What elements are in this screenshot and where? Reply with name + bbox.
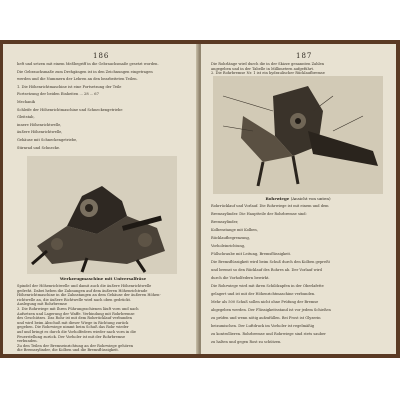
text-line: auf und bringt es durch die Vorholfedern wieder nach vorn in die: [17, 330, 136, 334]
figure-caption-note: (Ansicht von unten): [290, 196, 331, 201]
figure-caption: Werkzeugmaschine mit Universalfräse: [59, 276, 147, 281]
figure-caption: [211, 196, 385, 201]
text-line: Höhenrichtmaschine in die Zahnstangen an dem Gehäuse der äußeren Höhen-: [17, 293, 161, 298]
text-line: Die Rohrlänge wird durch die in der Skizze genannten Zahlen: [211, 62, 325, 66]
text-line: 1. Die Höhenrichtmaschine ist eine Fortsetzung der Teile: [17, 84, 122, 89]
page-number: 186: [93, 52, 110, 60]
text-line: zu kontrollieren. Rohrbremse und Rohrwiege sind stets sauber: [211, 332, 326, 336]
text-line: gedreht. Dabei heben die Zahnungen auf dem äußeren Höhenrichtrade: [17, 288, 148, 293]
text-line: und wird beim Abschuß mit dieser Wiege in Richtung zurück: [17, 320, 129, 325]
text-line: abgegeben werden. Der Flüssigkeitsstand ist vor jedem Schießen: [211, 308, 331, 312]
text-line: Feuerstellung zurück. Der Vorholer ist mit der Rohrbremse: [17, 334, 126, 339]
text-line: Die Gebrauchsmaße zum Drehgängen ist in den Zeichnungen eingetragen: [17, 69, 153, 74]
text-line: Mehr als 500 Schuß sollen nicht ohne Prüfung der Bremse: [211, 300, 319, 304]
text-line: Mechanik: [17, 100, 35, 104]
text-line: heft und setzen mit einem Meßbegriff in die Gebrauchsmaße gesetzt worden.: [17, 62, 159, 66]
text-line: Füllschraube mit Leitung, Bremsflüssigkeit.: [211, 252, 292, 256]
text-line: Rohrrücklauf und Vorlauf. Die Rohrwiege ist mit einem und dem: [211, 204, 329, 208]
text-line: werden und die Nummern der Lehren an den bearbeiteten Teilen.: [17, 77, 138, 82]
text-line: 3. Die Rohrwiege mit Ihren Führungsschienen läuft vorn und nach: [17, 307, 139, 311]
text-line: Gleitstab,: [17, 115, 35, 120]
text-line: gelagert und ist mit der Höhenrichtmaschine verbunden.: [211, 292, 316, 296]
figure-cradle-photo: [213, 76, 383, 194]
text-line: die Bremszylinder, die Kolben und die Bremsflüssigkeit.: [17, 348, 119, 353]
machine-illustration: [27, 156, 177, 274]
text-line: Die Bremsflüssigkeit wird beim Schuß durch den Kolben gepreßt: [211, 260, 330, 264]
text-line: zu halten und gegen Rost zu schützen.: [211, 340, 282, 344]
text-line: äußere Höhenrichtwelle,: [17, 130, 63, 135]
text-line: Schleife der Höhenrichtmaschine und Schneckengetriebe: [17, 107, 123, 112]
text-line: verbunden.: [17, 339, 38, 344]
text-line: Rücklaufbegrenzung,: [211, 236, 250, 240]
text-line: Zu den Teilen der Bremseinrichtung an der Rohrwiege gehören: [17, 343, 134, 348]
text-line: beizumischen. Der Luftdruck im Vorholer ist regelmäßig: [211, 324, 315, 328]
text-line: Stirnrad und Schnecke.: [17, 145, 61, 150]
text-line: angegeben und in der Tabelle in Millimetern aufgeführt.: [211, 66, 315, 71]
text-line: und bremst so den Rücklauf des Rohres ab. Der Vorlauf wird: [211, 268, 322, 272]
page-number: 187: [296, 52, 313, 60]
text-line: Auslegung mit Rohrbremse: [17, 302, 67, 307]
left-page: [3, 44, 200, 354]
text-line: durch die Vorholfedern bewirkt.: [211, 276, 270, 280]
text-line: Vorholeinrichtung,: [211, 244, 246, 248]
text-line: Spindel der Höhenrichtwelle und damit auch die äußere Höhenrichtwelle: [17, 284, 152, 288]
cradle-illustration: [213, 76, 383, 194]
text-line: zu prüfen und wenn nötig aufzufüllen. Bei Frost ist Glyzerin: [211, 316, 321, 320]
text-line: Kolbenstange mit Kolben,: [211, 228, 258, 232]
figure-caption-title: Rohrwiege: [265, 196, 290, 201]
text-line: Gehäuse mit Schneckengetriebe,: [17, 138, 78, 142]
text-line: Bremszylinder. Die Hauptteile der Rohrbremse sind:: [211, 212, 307, 216]
text-line: des Geschützes. Das Rohr ist mit dem Rohrrücklauf verbunden: [17, 316, 132, 321]
text-line: Fortsetzung der beiden Einheiten ... 28 ... 67: [17, 92, 99, 97]
right-page: [201, 44, 396, 354]
figure-machine-photo: [27, 156, 177, 274]
text-line: gegeben. Die Rohrwiege nimmt beim Schuß das Rohr wieder: [17, 325, 129, 330]
text-line: Bremszylinder,: [211, 220, 239, 224]
text-line: Aufsetzen und Lagerung der Waffe. Verbindung mit Rohrbremse: [17, 311, 135, 316]
text-line: Die Rohrwiege wird mit ihren Schildzapfen in der Oberlafette: [211, 284, 324, 288]
text-line: richtwelle an, die äußere Richtwelle wird nach oben gedrückt.: [17, 297, 132, 302]
text-line: 2. Die Rohrbremse Nr. 1 ist ein hydraulischer Rücklaufbremse: [211, 71, 325, 75]
text-line: innere Höhenrichtwelle,: [17, 122, 62, 127]
